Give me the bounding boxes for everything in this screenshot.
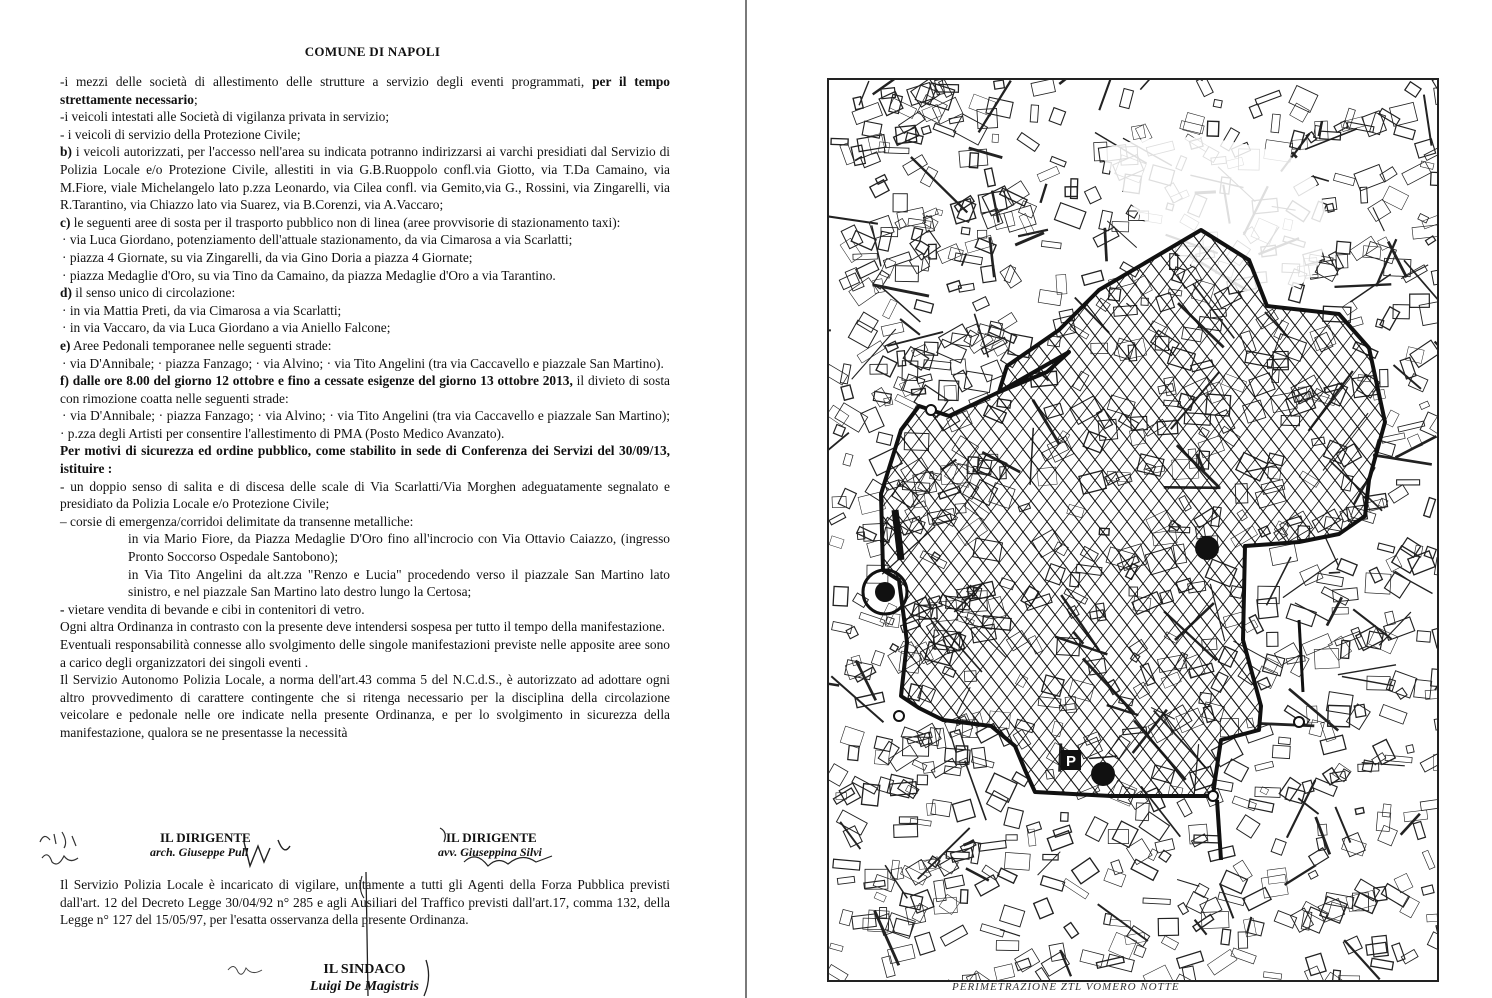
bold-text: per il tempo strettamente necessario [60, 74, 670, 107]
ordinance-paragraph [60, 566, 670, 601]
plain-text: Eventuali responsabilità connesse allo svolgimento delle singole manifestazioni previste nelle apposite aree sono a carico degli organizzatori dei singoli eventi . [60, 637, 670, 670]
gate-marker [1294, 717, 1304, 727]
plain-text: il senso unico di circolazione: [71, 285, 236, 301]
ordinance-paragraph [60, 671, 670, 741]
bold-text: - [60, 601, 65, 617]
ordinance-paragraph [60, 302, 670, 320]
ordinance-paragraph [60, 231, 670, 249]
page-header: COMUNE DI NAPOLI [304, 44, 441, 59]
plain-text: -i veicoli intestati alle Società di vigilanza privata in servizio; [60, 109, 390, 125]
right-handwritten-signature [436, 822, 566, 882]
map-caption: PERIMETRAZIONE ZTL VOMERO NOTTE [952, 981, 1180, 993]
bold-text: c) [60, 214, 71, 230]
bullet-text: in via Vaccaro, da via Luca Giordano a via Aniello Falcone; [69, 320, 391, 336]
ordinance-paragraph [60, 478, 670, 513]
ordinance-paragraph [60, 618, 670, 636]
left-signature-name: arch. Giuseppe Pull [150, 845, 249, 859]
plain-text: le seguenti aree di sosta per il trasporto pubblico non di linea (aree provvisorie di stazionamento taxi): [70, 214, 621, 230]
initials-scribble [224, 960, 268, 982]
right-signature-name: avv. Giuseppina Silvi [438, 845, 542, 859]
gate-marker [894, 711, 904, 721]
indented-text: in Via Tito Angelini da alt.zza "Renzo e Lucia" procedendo verso il piazzale San Martino lato sinistro, e nel piazzale San Martino lato destro lungo la Certosa; [128, 566, 670, 600]
parking-letter: P [1066, 753, 1077, 770]
perimeter-hatching [829, 80, 1439, 982]
barrier-segment [1299, 620, 1303, 692]
plain-text: ; [193, 91, 198, 107]
ordinance-paragraph [60, 73, 670, 108]
mayor-title: IL SINDACO [323, 962, 406, 977]
left-signature-block [150, 830, 251, 860]
ordinance-paragraph [60, 214, 670, 232]
mayor-signature-block [310, 961, 419, 995]
plain-text: Il Servizio Autonomo Polizia Locale, a norma dell'art.43 comma 5 del N.C.d.S., è autorizzato ad adottare ogni altro provvedimento di carattere contingente che si ritenga necessario per la disciplina della circolazione veicolare e pedonale nelle ore indicate nella presente Ordinanza, e per lo svolgimento in sicurezza della manifestazione, qualora se ne presentasse la necessità [60, 672, 670, 740]
ordinance-paragraph [60, 249, 670, 267]
bold-text: Per motivi di sicurezza ed ordine pubblico, come stabilito in sede di Conferenza dei Servizi del 30/09/13, istituire : [60, 443, 670, 477]
roundabout-center-dot [875, 582, 895, 602]
street-map-drawing [829, 80, 1439, 982]
bold-text: f) dalle ore 8.00 del giorno 12 ottobre e fino a cessate esigenze del giorno 13 ottobre 2013, [60, 373, 573, 389]
bullet-text: piazza 4 Giornate, su via Zingarelli, da via Gino Doria a piazza 4 Giornate; [69, 249, 473, 265]
ordinance-paragraph [60, 108, 670, 126]
bullet-text: via D'Annibale; · piazza Fanzago; · via Alvino; · via Tito Angelini (tra via Caccavello e piazzale San Martino); · p.zza degli Artisti per consentire l'allestimento di PMA (Posto Medico Avanzato). [60, 408, 670, 441]
handwritten-date-scribble [34, 828, 94, 874]
ordinance-paragraph [60, 143, 670, 213]
bullet-text: via D'Annibale; · piazza Fanzago; · via Alvino; · via Tito Angelini (tra via Caccavello e piazzale San Martino). [69, 355, 664, 371]
checkpoint-dot [1195, 536, 1219, 560]
bold-text: e) [60, 337, 71, 353]
bullet-text: via Luca Giordano, potenziamento dell'attuale stazionamento, da via Cimarosa a via Scarlatti; [69, 232, 573, 248]
ordinance-paragraph [60, 267, 670, 285]
mayor-name: Luigi De Magistris [310, 979, 419, 994]
plain-text: Aree Pedonali temporanee nelle seguenti strade: [70, 337, 332, 353]
ztl-perimeter-map [827, 78, 1439, 982]
indented-text: in via Mario Fiore, da Piazza Medaglie D'Oro fino all'incrocio con Via Ottavio Caiazzo, (ingresso Pronto Soccorso Ospedale Santobono); [128, 531, 670, 565]
bullet-text: piazza Medaglie d'Oro, su via Tino da Camaino, da piazza Medaglie d'Oro a via Tarantino. [69, 267, 556, 283]
gate-marker [1208, 791, 1218, 801]
ordinance-paragraph [60, 337, 670, 355]
plain-text: Ogni altra Ordinanza in contrasto con la presente deve intendersi sospesa per tutto il tempo della manifestazione. [60, 619, 665, 635]
left-signature-title: IL DIRIGENTE [160, 830, 251, 845]
right-signature-title: IL DIRIGENTE [446, 830, 537, 845]
ordinance-paragraph [60, 601, 670, 619]
ordinance-paragraph [60, 442, 670, 477]
gate-marker [926, 405, 936, 415]
plain-text: i veicoli autorizzati, per l'accesso nell'area su indicata potranno indirizzarsi ai varchi presidiati dal Servizio di Polizia Locale e/o Protezione Civile, allestiti in via G.B.Ruoppolo confl.via Giotto, via T.Da Camaino, via M.Fiore, viale Michelangelo lato p.zza Leonardo, via Cilea confl. via Gemito,via G., Rossini, via Zingarelli, via R.Tarantino, via Chiazzo lato via Suarez, via B.Corenzi, via A.Vaccaro; [60, 144, 670, 213]
right-map-page [747, 0, 1492, 998]
ordinance-paragraph [60, 636, 670, 671]
plain-text: vietare vendita di bevande e cibi in contenitori di vetro. [64, 601, 365, 617]
plain-text: -i mezzi delle società di allestimento delle strutture a servizio degli eventi programmati, [60, 74, 593, 89]
ordinance-paragraph [60, 319, 670, 337]
ordinance-paragraph [60, 513, 670, 531]
ordinance-paragraph [60, 407, 670, 442]
left-document-page [0, 0, 745, 998]
ordinance-paragraph [60, 126, 670, 144]
bold-text: d) [60, 285, 72, 301]
plain-text: il divieto di sosta con rimozione coatta nelle seguenti strade: [60, 373, 670, 406]
ordinance-paragraph [60, 355, 670, 373]
ordinance-paragraph [60, 284, 670, 302]
barrier-segment [1217, 800, 1221, 860]
checkpoint-dot [1091, 762, 1115, 786]
ordinance-paragraph [60, 530, 670, 565]
closing-paragraph: Il Servizio Polizia Locale è incaricato di vigilare, unitamente a tutti gli Agenti della Forza Pubblica previsti dall'art. 12 del Decreto Legge 30/04/92 n° 285 e agli Ausiliari del Traffico previsti dall'art.17, comma 132, della Legge n° 127 del 15/05/97, per l'esatta osservanza della presente Ordinanza. [60, 877, 670, 928]
left-handwritten-signature [240, 838, 300, 872]
bullet-text: in via Mattia Preti, da via Cimarosa a via Scarlatti; [69, 302, 342, 318]
plain-text: - un doppio senso di salita e di discesa delle scale di Via Scarlatti/Via Morghen adeguatamente segnalato e presidiato da Polizia Locale e/o Protezione Civile; [60, 478, 670, 512]
ordinance-body [60, 73, 670, 742]
bold-text: b) [60, 144, 72, 160]
plain-text: – corsie di emergenza/corridoi delimitate da transenne metalliche: [60, 513, 414, 529]
ordinance-paragraph [60, 372, 670, 407]
plain-text: - i veicoli di servizio della Protezione Civile; [60, 126, 301, 142]
